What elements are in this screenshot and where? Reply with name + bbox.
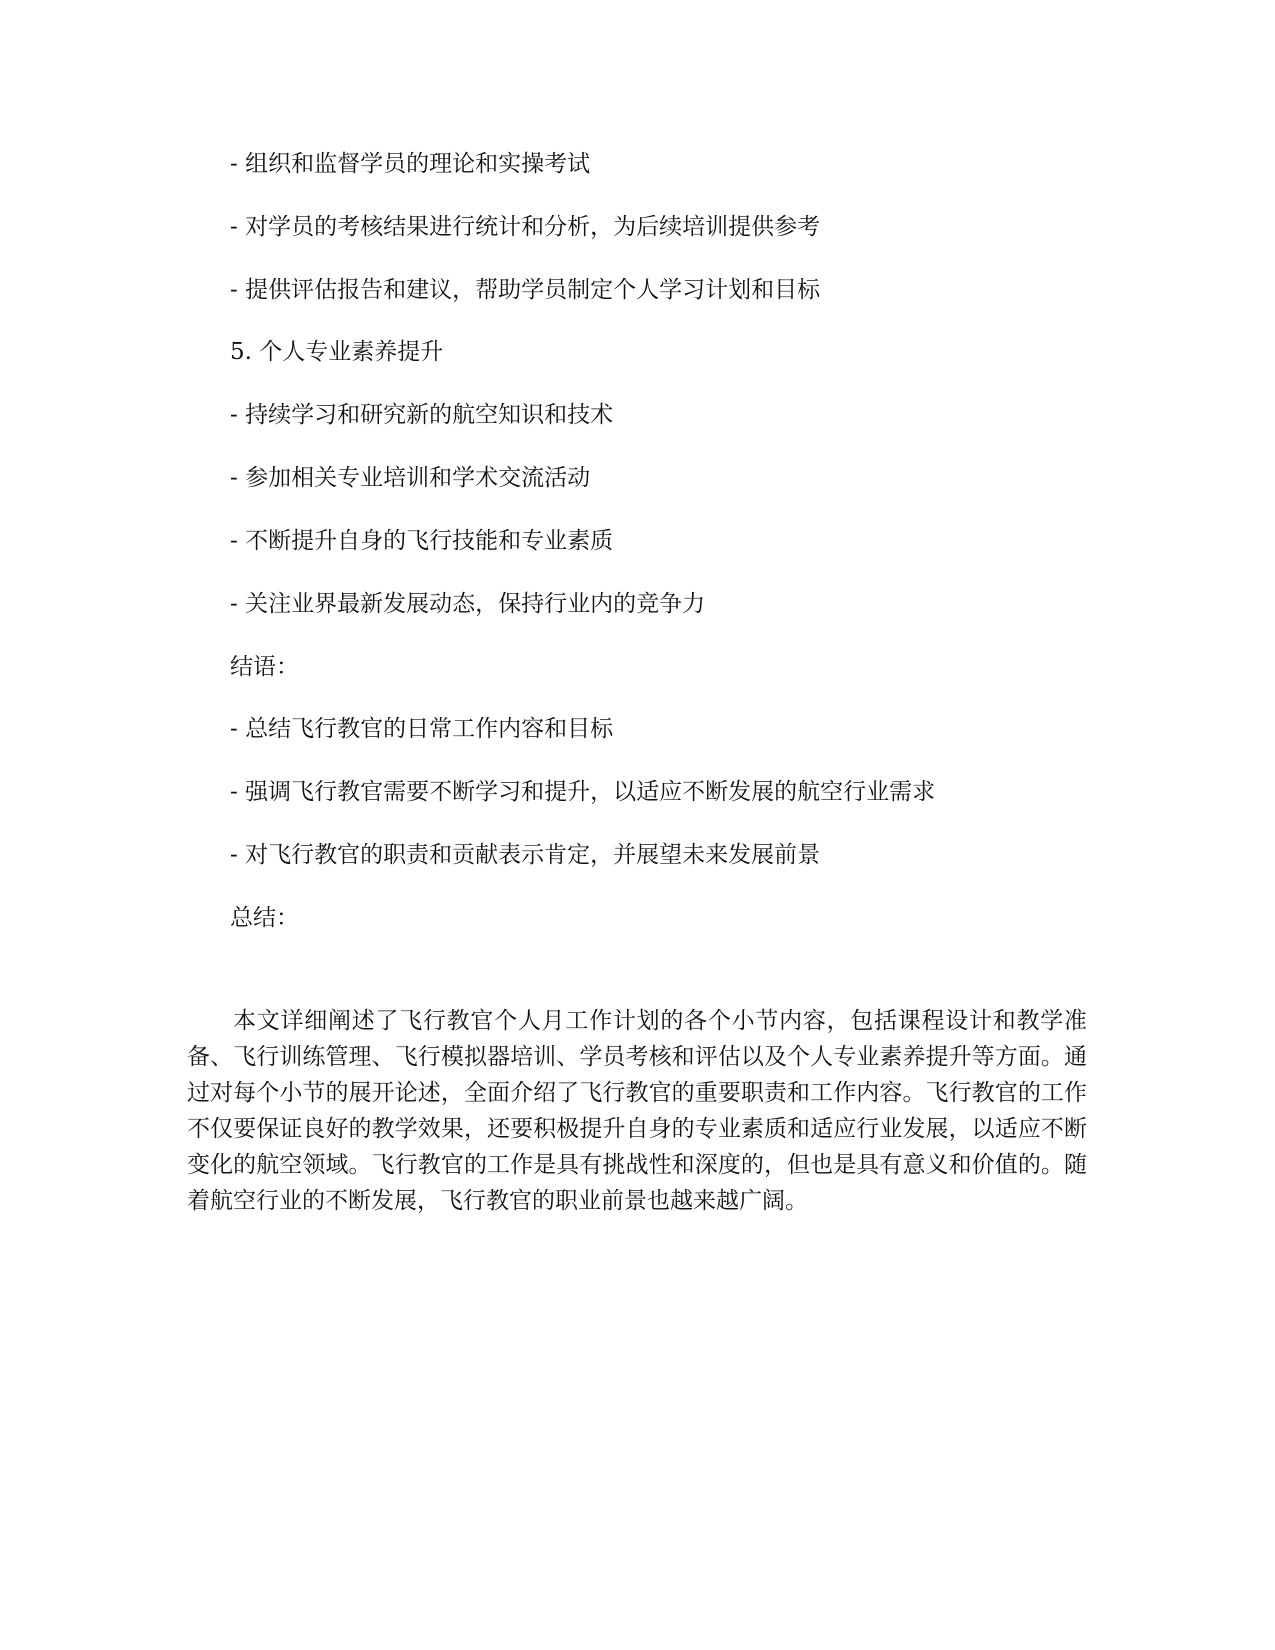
summary-paragraph: 本文详细阐述了飞行教官个人月工作计划的各个小节内容，包括课程设计和教学准备、飞行训练管理、飞行模拟器培训、学员考核和评估以及个人专业素养提升等方面。通过对每个小节的展开论述，全面介绍了飞行教官的重要职责和工作内容。飞行教官的工作不仅要保证良好的教学效果，还要积极提升自身的专业素质和适应行业发展，以适应不断变化的航空领域。飞行教官的工作是具有挑战性和深度的，但也是具有意义和价值的。随着航空行业的不断发展，飞行教官的职业前景也越来越广阔。 [187,1008,1087,1214]
list-item: - 组织和监督学员的理论和实操考试 [230,151,591,177]
list-item: - 对飞行教官的职责和贡献表示肯定，并展望未来发展前景 [230,842,821,868]
conclusion-heading: 结语： [230,654,299,680]
list-item: - 总结飞行教官的日常工作内容和目标 [230,716,614,742]
list-item: - 参加相关专业培训和学术交流活动 [230,465,591,491]
list-item: - 对学员的考核结果进行统计和分析，为后续培训提供参考 [230,214,821,240]
list-item: - 不断提升自身的飞行技能和专业素质 [230,528,614,554]
list-item: - 提供评估报告和建议，帮助学员制定个人学习计划和目标 [230,277,821,303]
summary-heading: 总结： [230,905,299,931]
list-item: - 关注业界最新发展动态，保持行业内的竞争力 [230,591,706,617]
section-heading: 5. 个人专业素养提升 [230,339,444,365]
list-item: - 强调飞行教官需要不断学习和提升，以适应不断发展的航空行业需求 [230,779,936,805]
list-item: - 持续学习和研究新的航空知识和技术 [230,402,614,428]
